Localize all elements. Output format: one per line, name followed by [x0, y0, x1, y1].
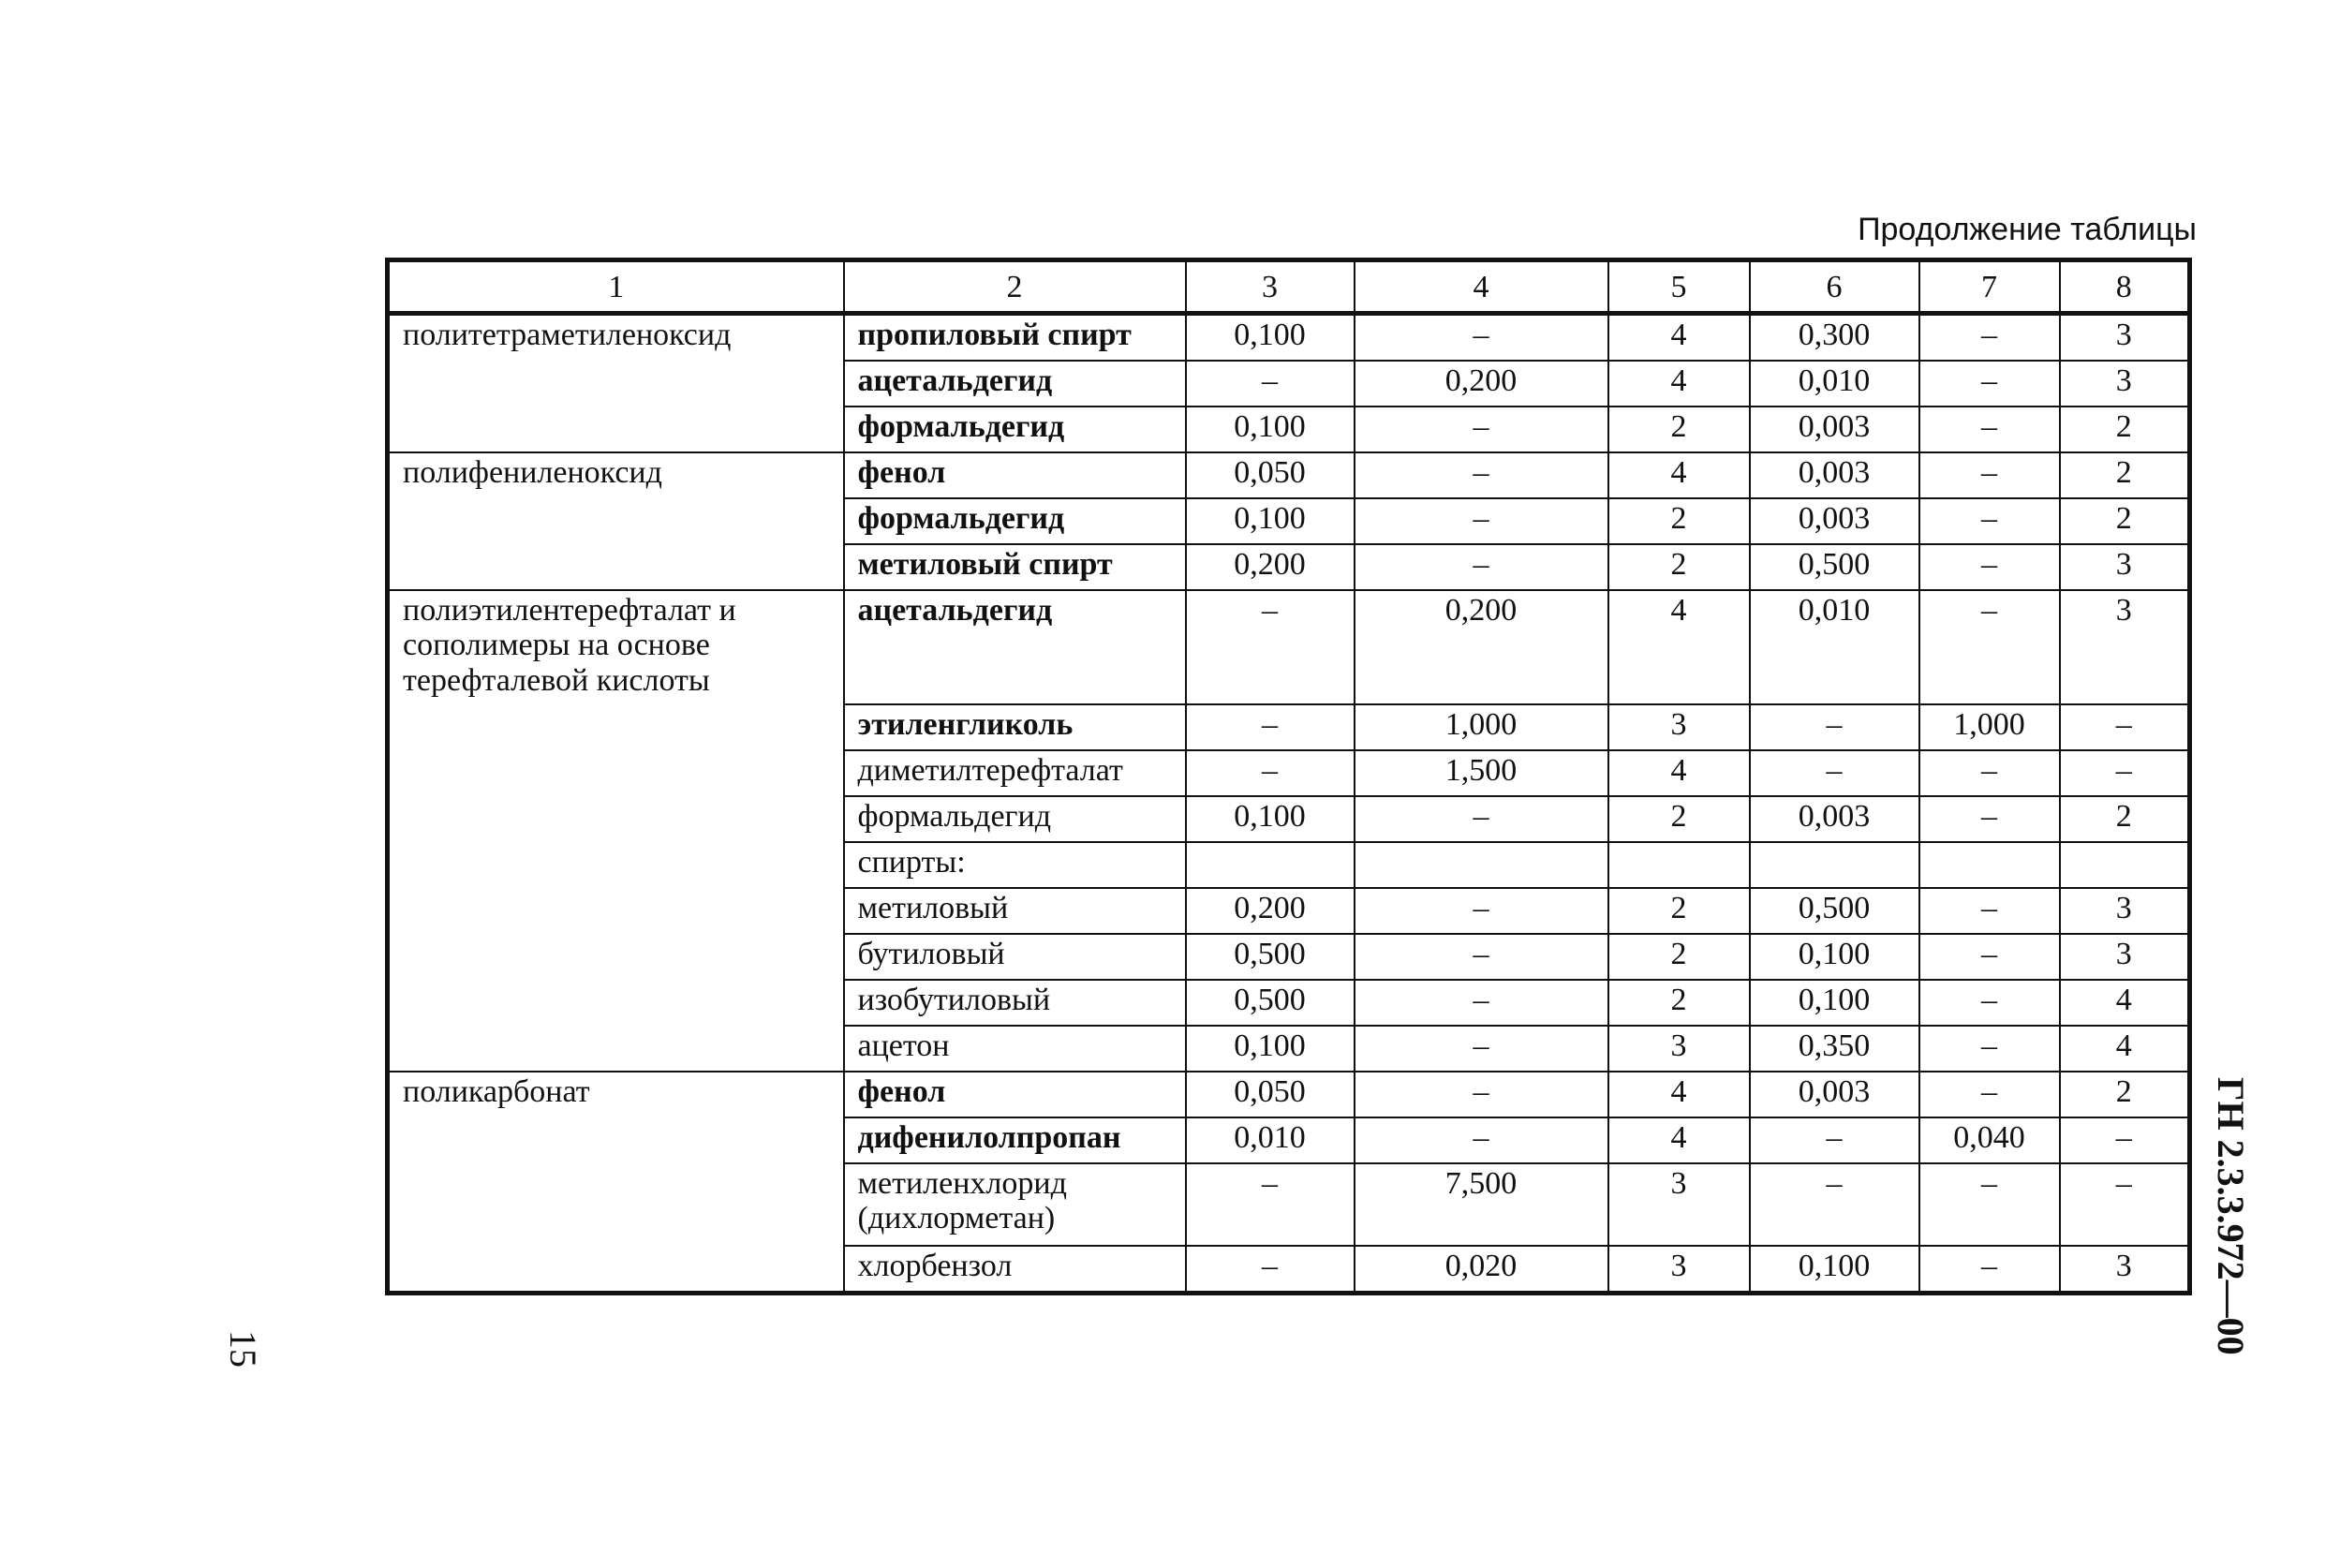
- value-cell-c6: 0,500: [1750, 544, 1919, 590]
- value-cell-c7: –: [1919, 796, 2060, 842]
- value-cell-c4: –: [1355, 1026, 1608, 1072]
- value-cell-c6: –: [1750, 1163, 1919, 1246]
- value-cell-c4: 7,500: [1355, 1163, 1608, 1246]
- value-cell-c8: –: [2060, 750, 2190, 796]
- value-cell-c4: 1,000: [1355, 704, 1608, 750]
- value-cell-c3: 0,200: [1186, 888, 1355, 934]
- col-header-5: 5: [1608, 260, 1750, 314]
- value-cell-c6: 0,100: [1750, 934, 1919, 980]
- substance-cell: изобутиловый: [844, 980, 1186, 1026]
- value-cell-c3: [1186, 842, 1355, 888]
- value-cell-c6: 0,500: [1750, 888, 1919, 934]
- table-row: [388, 590, 2190, 704]
- value-cell-c8: [2060, 842, 2190, 888]
- value-cell-c6: –: [1750, 750, 1919, 796]
- col-header-6: 6: [1750, 260, 1919, 314]
- substance-cell: метиленхлорид (дихлорметан): [844, 1163, 1186, 1246]
- value-cell-c8: 3: [2060, 888, 2190, 934]
- value-cell-c7: [1919, 842, 2060, 888]
- substance-cell: метиловый спирт: [844, 544, 1186, 590]
- value-cell-c3: –: [1186, 1163, 1355, 1246]
- value-cell-c6: 0,350: [1750, 1026, 1919, 1072]
- value-cell-c7: 0,040: [1919, 1117, 2060, 1163]
- col-header-2: 2: [844, 260, 1186, 314]
- value-cell-c4: –: [1355, 980, 1608, 1026]
- value-cell-c8: 2: [2060, 407, 2190, 452]
- substance-cell: диметилтерефталат: [844, 750, 1186, 796]
- value-cell-c5: 2: [1608, 934, 1750, 980]
- value-cell-c7: –: [1919, 544, 2060, 590]
- substance-cell: формальдегид: [844, 498, 1186, 544]
- value-cell-c5: 2: [1608, 888, 1750, 934]
- value-cell-c4: –: [1355, 314, 1608, 362]
- value-cell-c8: 2: [2060, 498, 2190, 544]
- value-cell-c6: 0,300: [1750, 314, 1919, 362]
- value-cell-c3: 0,500: [1186, 980, 1355, 1026]
- table-row: [388, 1072, 2190, 1117]
- value-cell-c8: 3: [2060, 361, 2190, 407]
- value-cell-c4: –: [1355, 544, 1608, 590]
- value-cell-c3: 0,100: [1186, 407, 1355, 452]
- col-header-8: 8: [2060, 260, 2190, 314]
- value-cell-c6: –: [1750, 1117, 1919, 1163]
- value-cell-c3: 0,100: [1186, 1026, 1355, 1072]
- col-header-7: 7: [1919, 260, 2060, 314]
- substance-cell: формальдегид: [844, 796, 1186, 842]
- value-cell-c8: 3: [2060, 544, 2190, 590]
- substance-cell: фенол: [844, 1072, 1186, 1117]
- value-cell-c3: 0,100: [1186, 314, 1355, 362]
- value-cell-c5: 4: [1608, 590, 1750, 704]
- value-cell-c5: 4: [1608, 361, 1750, 407]
- col-header-1: 1: [388, 260, 844, 314]
- substance-cell: пропиловый спирт: [844, 314, 1186, 362]
- substance-cell: ацетальдегид: [844, 361, 1186, 407]
- value-cell-c7: –: [1919, 361, 2060, 407]
- value-cell-c7: –: [1919, 888, 2060, 934]
- value-cell-c7: –: [1919, 498, 2060, 544]
- value-cell-c7: –: [1919, 934, 2060, 980]
- value-cell-c7: –: [1919, 1246, 2060, 1294]
- value-cell-c4: –: [1355, 1072, 1608, 1117]
- value-cell-c6: 0,003: [1750, 796, 1919, 842]
- value-cell-c5: 3: [1608, 704, 1750, 750]
- value-cell-c8: 4: [2060, 980, 2190, 1026]
- value-cell-c8: 3: [2060, 1246, 2190, 1294]
- value-cell-c7: –: [1919, 452, 2060, 498]
- substance-cell: формальдегид: [844, 407, 1186, 452]
- value-cell-c8: 3: [2060, 590, 2190, 704]
- value-cell-c3: 0,200: [1186, 544, 1355, 590]
- value-cell-c6: [1750, 842, 1919, 888]
- value-cell-c5: 4: [1608, 314, 1750, 362]
- value-cell-c7: –: [1919, 750, 2060, 796]
- value-cell-c8: 2: [2060, 1072, 2190, 1117]
- value-cell-c5: 4: [1608, 1117, 1750, 1163]
- value-cell-c7: –: [1919, 1026, 2060, 1072]
- value-cell-c8: –: [2060, 1163, 2190, 1246]
- value-cell-c8: 3: [2060, 314, 2190, 362]
- value-cell-c8: 3: [2060, 934, 2190, 980]
- value-cell-c8: 2: [2060, 452, 2190, 498]
- value-cell-c3: –: [1186, 1246, 1355, 1294]
- value-cell-c6: 0,100: [1750, 980, 1919, 1026]
- substance-cell: этиленгликоль: [844, 704, 1186, 750]
- value-cell-c6: 0,003: [1750, 407, 1919, 452]
- value-cell-c7: –: [1919, 314, 2060, 362]
- value-cell-c3: 0,050: [1186, 1072, 1355, 1117]
- polymer-cell: полифениленоксид: [388, 452, 844, 590]
- substance-cell: бутиловый: [844, 934, 1186, 980]
- value-cell-c7: –: [1919, 407, 2060, 452]
- col-header-3: 3: [1186, 260, 1355, 314]
- value-cell-c5: 2: [1608, 980, 1750, 1026]
- value-cell-c5: 2: [1608, 407, 1750, 452]
- value-cell-c6: 0,010: [1750, 361, 1919, 407]
- substance-cell: спирты:: [844, 842, 1186, 888]
- value-cell-c8: –: [2060, 704, 2190, 750]
- value-cell-c3: –: [1186, 750, 1355, 796]
- value-cell-c8: 2: [2060, 796, 2190, 842]
- value-cell-c6: 0,010: [1750, 590, 1919, 704]
- value-cell-c3: 0,050: [1186, 452, 1355, 498]
- value-cell-c4: 0,200: [1355, 590, 1608, 704]
- value-cell-c4: 0,020: [1355, 1246, 1608, 1294]
- value-cell-c5: 3: [1608, 1163, 1750, 1246]
- substance-cell: метиловый: [844, 888, 1186, 934]
- substance-cell: фенол: [844, 452, 1186, 498]
- value-cell-c3: –: [1186, 704, 1355, 750]
- value-cell-c3: 0,100: [1186, 498, 1355, 544]
- value-cell-c5: 3: [1608, 1246, 1750, 1294]
- hygiene-standards-table: [385, 258, 2192, 1295]
- value-cell-c3: 0,100: [1186, 796, 1355, 842]
- value-cell-c5: [1608, 842, 1750, 888]
- value-cell-c7: –: [1919, 590, 2060, 704]
- value-cell-c3: 0,010: [1186, 1117, 1355, 1163]
- col-header-4: 4: [1355, 260, 1608, 314]
- value-cell-c4: 1,500: [1355, 750, 1608, 796]
- value-cell-c4: –: [1355, 888, 1608, 934]
- page-number: 15: [222, 1330, 264, 1368]
- document-id: ГН 2.3.3.972—00: [2210, 1077, 2252, 1355]
- value-cell-c6: 0,100: [1750, 1246, 1919, 1294]
- polymer-cell: политетраметиленоксид: [388, 314, 844, 453]
- table-body: [388, 314, 2190, 1294]
- value-cell-c6: 0,003: [1750, 498, 1919, 544]
- value-cell-c5: 4: [1608, 750, 1750, 796]
- value-cell-c4: –: [1355, 1117, 1608, 1163]
- table-row: [388, 452, 2190, 498]
- value-cell-c4: 0,200: [1355, 361, 1608, 407]
- value-cell-c5: 4: [1608, 1072, 1750, 1117]
- value-cell-c5: 3: [1608, 1026, 1750, 1072]
- substance-cell: дифенилолпропан: [844, 1117, 1186, 1163]
- value-cell-c4: –: [1355, 934, 1608, 980]
- polymer-cell: полиэтилентерефталат и сополимеры на основе терефталевой кислоты: [388, 590, 844, 1072]
- value-cell-c5: 2: [1608, 796, 1750, 842]
- value-cell-c4: –: [1355, 407, 1608, 452]
- value-cell-c8: 4: [2060, 1026, 2190, 1072]
- value-cell-c7: 1,000: [1919, 704, 2060, 750]
- value-cell-c4: –: [1355, 452, 1608, 498]
- value-cell-c5: 2: [1608, 544, 1750, 590]
- value-cell-c7: –: [1919, 1163, 2060, 1246]
- value-cell-c4: [1355, 842, 1608, 888]
- value-cell-c7: –: [1919, 1072, 2060, 1117]
- value-cell-c6: 0,003: [1750, 1072, 1919, 1117]
- value-cell-c5: 2: [1608, 498, 1750, 544]
- substance-cell: ацетальдегид: [844, 590, 1186, 704]
- value-cell-c4: –: [1355, 498, 1608, 544]
- value-cell-c5: 4: [1608, 452, 1750, 498]
- value-cell-c3: 0,500: [1186, 934, 1355, 980]
- value-cell-c3: –: [1186, 361, 1355, 407]
- value-cell-c7: –: [1919, 980, 2060, 1026]
- value-cell-c6: –: [1750, 704, 1919, 750]
- value-cell-c3: –: [1186, 590, 1355, 704]
- table-continuation-caption: Продолжение таблицы: [1858, 212, 2197, 247]
- substance-cell: хлорбензол: [844, 1246, 1186, 1294]
- header-row: [388, 260, 2190, 314]
- table-row: [388, 314, 2190, 362]
- substance-cell: ацетон: [844, 1026, 1186, 1072]
- value-cell-c4: –: [1355, 796, 1608, 842]
- value-cell-c6: 0,003: [1750, 452, 1919, 498]
- polymer-cell: поликарбонат: [388, 1072, 844, 1294]
- value-cell-c8: –: [2060, 1117, 2190, 1163]
